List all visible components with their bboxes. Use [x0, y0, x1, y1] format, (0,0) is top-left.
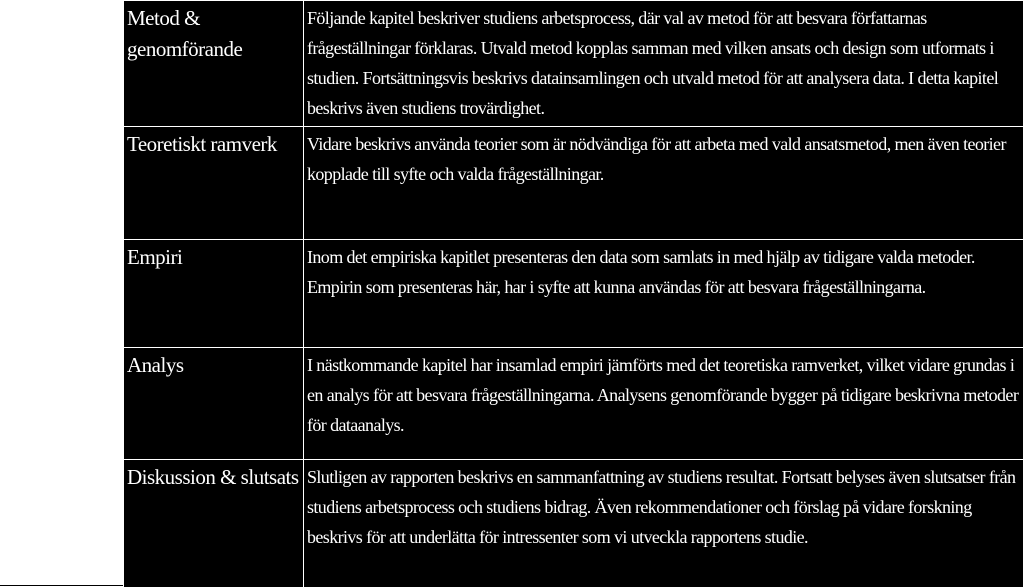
chapter-label-teoretiskt-ramverk: Teoretiskt ramverk	[124, 126, 304, 239]
chapter-overview-table	[123, 0, 1024, 588]
table-row	[124, 460, 1024, 588]
chapter-description-empiri: Inom det empiriska kapitlet presenteras den data som samlats in med hjälp av tidigare valda metoder. Empirin som presenteras här, har i syfte att kunna användas för att besvara frågeställningarna.	[304, 239, 1024, 348]
table-row	[124, 239, 1024, 348]
table-row	[124, 1, 1024, 127]
page-bottom-rule	[0, 585, 123, 586]
chapter-description-analys: I nästkommande kapitel har insamlad empiri jämförts med det teoretiska ramverket, vilket vidare grundas i en analys för att besvara frågeställningarna. Analysens genomförande bygger på tidigare beskrivna metoder för dataanalys.	[304, 348, 1024, 460]
table-row	[124, 348, 1024, 460]
chapter-description-teoretiskt-ramverk: Vidare beskrivs använda teorier som är nödvändiga för att arbeta med vald ansatsmetod, men även teorier kopplade till syfte och valda frågeställningar.	[304, 126, 1024, 239]
table-row	[124, 126, 1024, 239]
chapter-label-analys: Analys	[124, 348, 304, 460]
chapter-description-diskussion: Slutligen av rapporten beskrivs en sammanfattning av studiens resultat. Fortsatt belyses även slutsatser från studiens arbetsprocess och studiens bidrag. Även rekommendationer och förslag på vidare forskning beskrivs för att underlätta för intressenter som vi utveckla rapportens studie.	[304, 460, 1024, 588]
chapter-description-metod: Följande kapitel beskriver studiens arbetsprocess, där val av metod för att besvara författarnas frågeställningar förklaras. Utvald metod kopplas samman med vilken ansats och design som utformats i studien. Fortsättningsvis beskrivs datainsamlingen och utvald metod för att analysera data. I detta kapitel beskrivs även studiens trovärdighet.	[304, 1, 1024, 127]
chapter-label-empiri: Empiri	[124, 239, 304, 348]
chapter-label-diskussion: Diskussion & slutsats	[124, 460, 304, 588]
chapter-label-metod: Metod & genomförande	[124, 1, 304, 127]
